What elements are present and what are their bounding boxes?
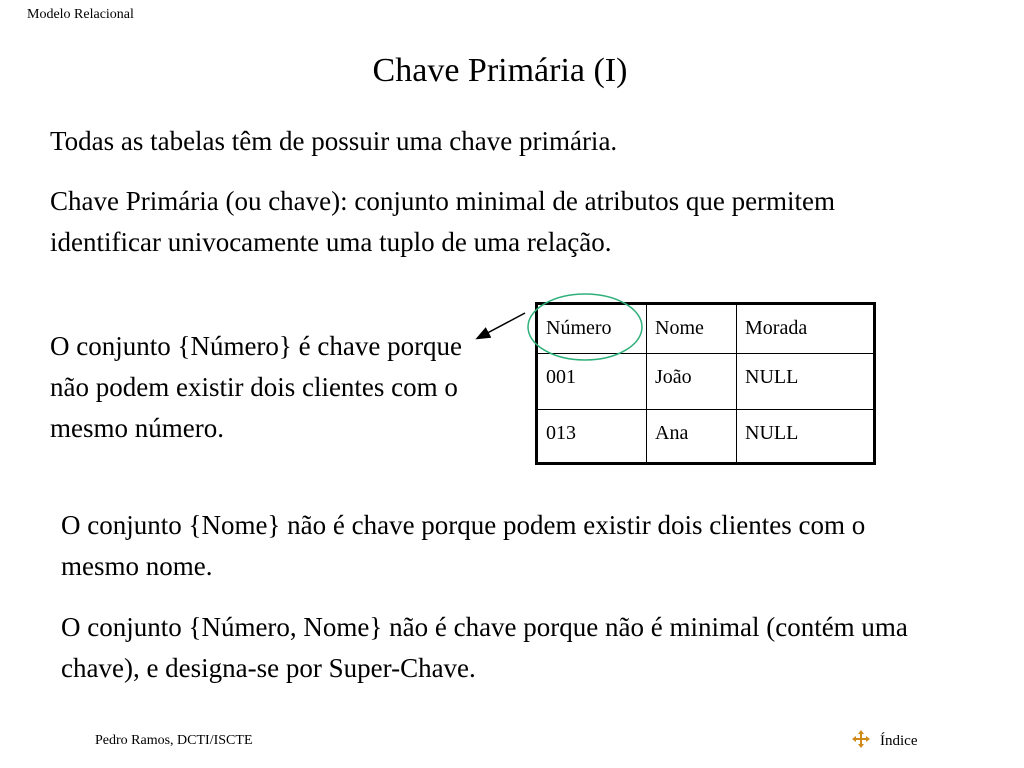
paragraph-primary-key-definition: Chave Primária (ou chave): conjunto minimal de atributos que permitem identificar univocamente uma tuplo de uma relação.: [50, 186, 836, 257]
footer-author: Pedro Ramos, DCTI/ISCTE: [95, 733, 253, 748]
paragraph-super-key: O conjunto {Número, Nome} não é chave porque não é minimal (contém uma chave), e designa-se por Super-Chave.: [61, 612, 908, 683]
table-cell: 013: [537, 410, 647, 464]
column-header-nome: Nome: [647, 304, 737, 354]
table-cell: NULL: [737, 354, 875, 410]
table-cell: NULL: [737, 410, 875, 464]
column-header-numero: Número: [537, 304, 647, 354]
index-label: Índice: [880, 733, 918, 749]
highlight-circle: [528, 294, 642, 360]
column-header-morada: Morada: [737, 304, 875, 354]
header-label: Modelo Relacional: [27, 7, 134, 22]
paragraph-numero-key: O conjunto {Número} é chave porque não podem existir dois clientes com o mesmo número.: [50, 331, 463, 443]
table-cell: Ana: [647, 410, 737, 464]
pointer-arrow: [478, 313, 525, 338]
index-link[interactable]: [852, 730, 917, 753]
paragraph-primary-key-requirement: Todas as tabelas têm de possuir uma chave primária.: [50, 126, 618, 156]
paragraph-nome-not-key: O conjunto {Nome} não é chave porque podem existir dois clientes com o mesmo nome.: [61, 510, 866, 581]
table-cell: João: [647, 354, 737, 410]
slide-title: Chave Primária (I): [372, 52, 628, 89]
diamond-arrows-icon: [852, 730, 870, 753]
table-cell: 001: [537, 354, 647, 410]
